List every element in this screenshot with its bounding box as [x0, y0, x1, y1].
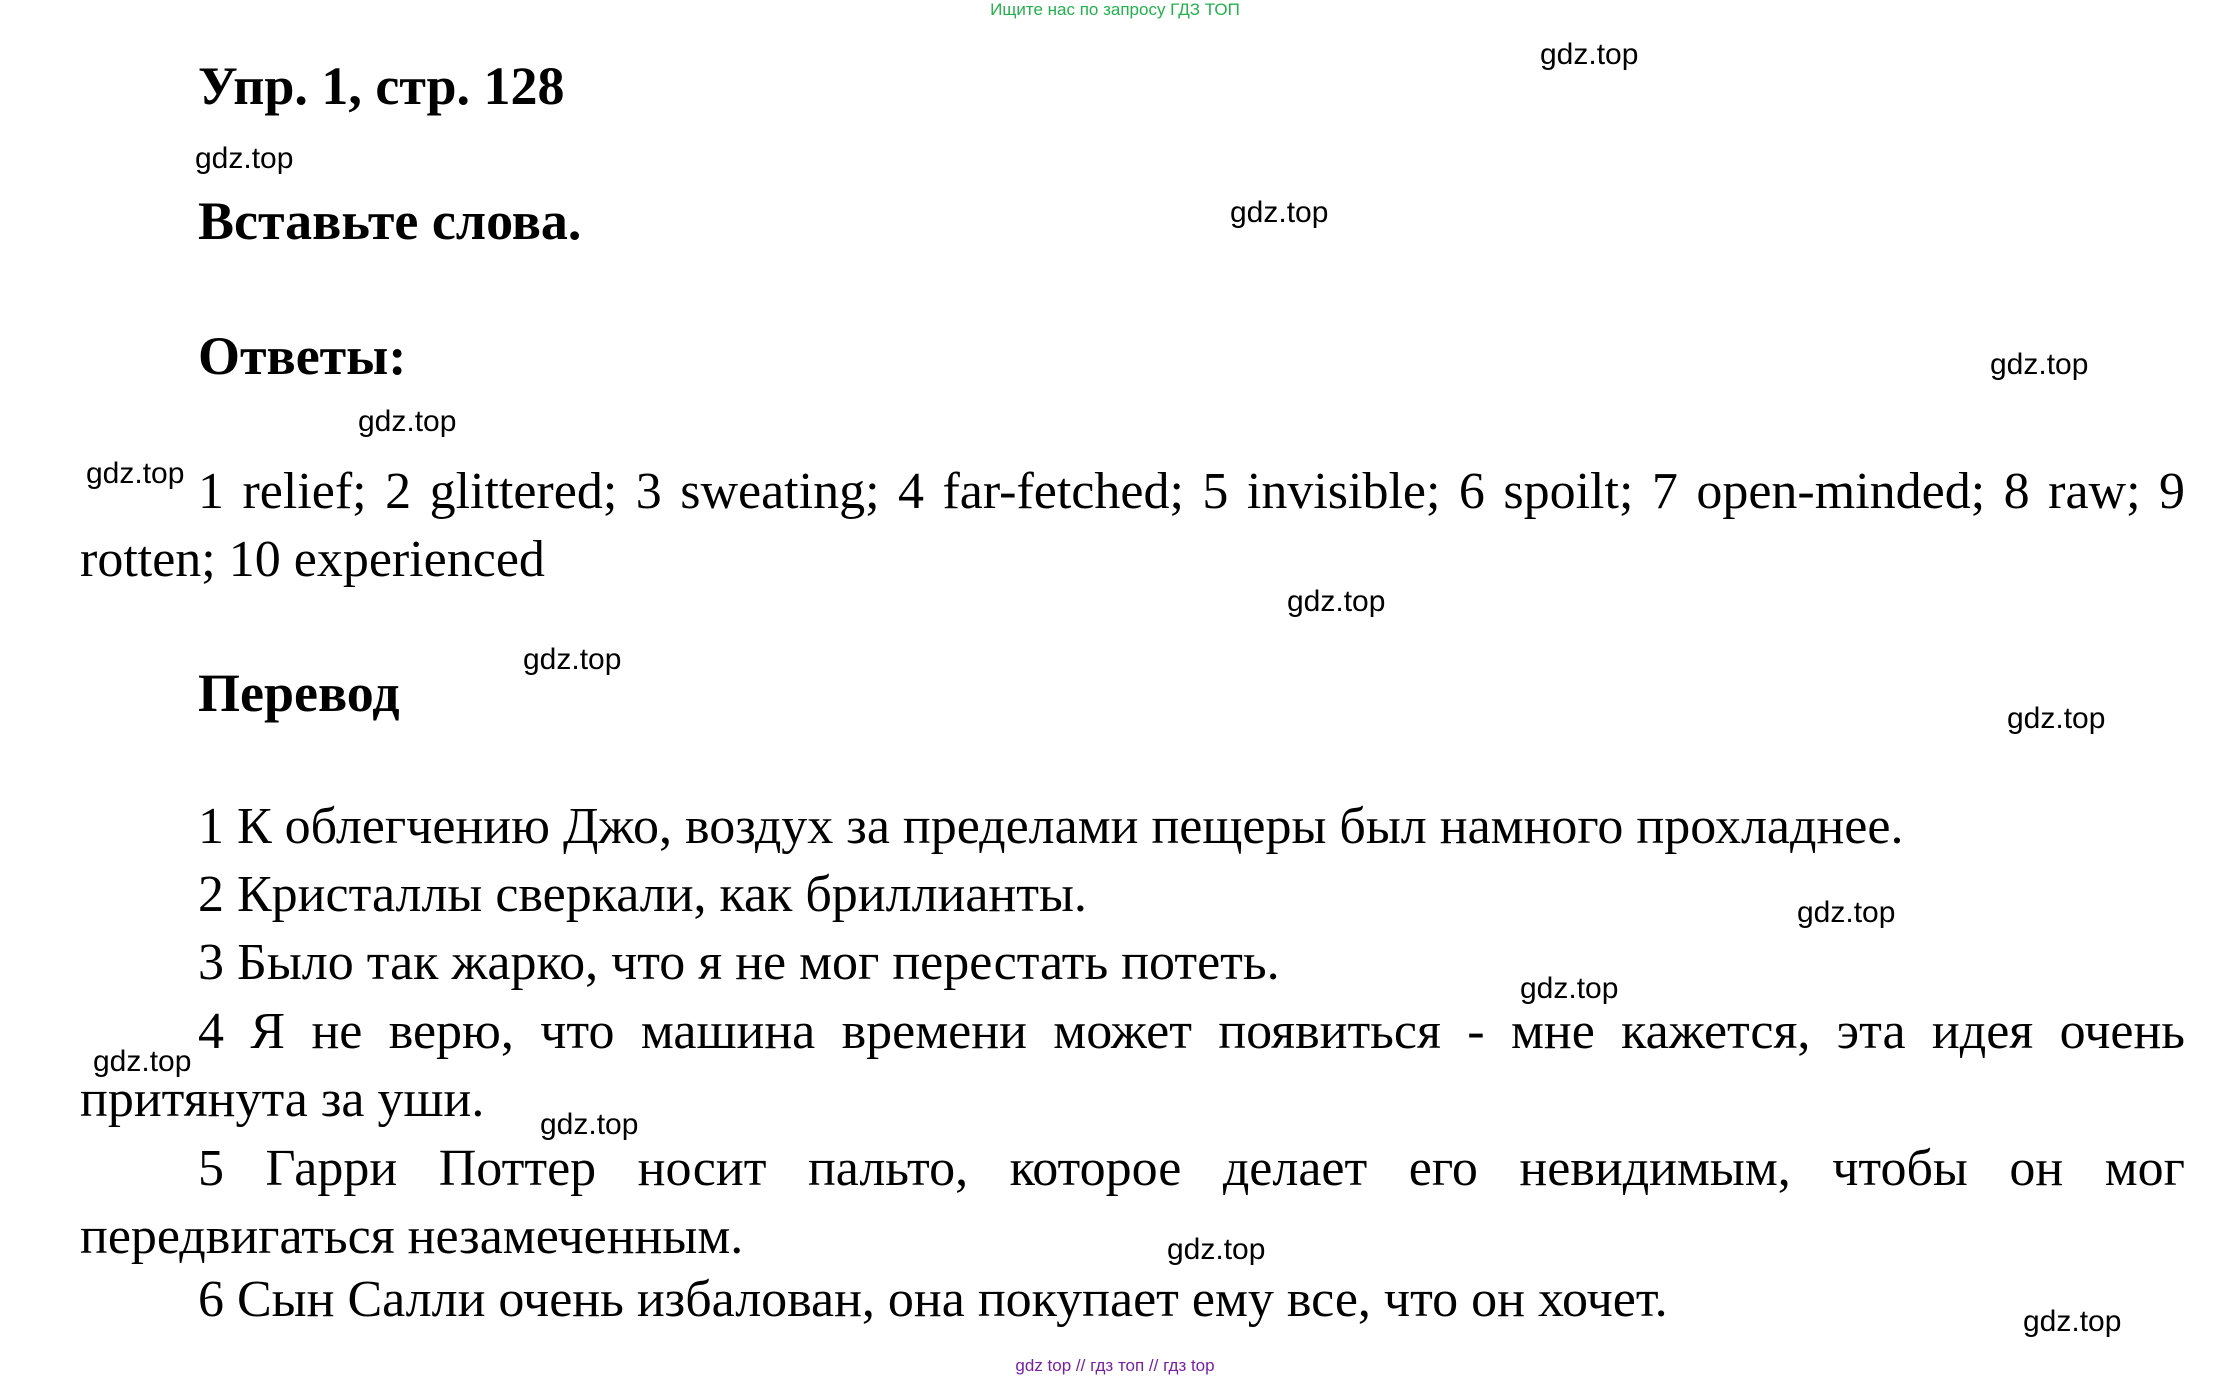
translation-line-3: 3 Было так жарко, что я не мог перестать потеть. [198, 934, 1280, 991]
watermark-text: gdz.top [1797, 896, 1896, 929]
watermark-text: gdz.top [1230, 196, 1329, 229]
watermark-text: gdz.top [93, 1045, 192, 1078]
exercise-title: Упр. 1, стр. 128 [198, 56, 565, 116]
watermark-text: gdz.top [195, 142, 294, 175]
watermark-text: gdz.top [523, 643, 622, 676]
instruction-heading: Вставьте слова. [198, 191, 582, 251]
translation-line-4: 4 Я не верю, что машина времени может появиться - мне кажется, эта идея очень притянута за уши. [80, 1003, 2185, 1128]
translation-line-6: 6 Сын Салли очень избалован, она покупает ему все, что он хочет. [198, 1271, 1668, 1328]
translation-line-5: 5 Гарри Поттер носит пальто, которое делает его невидимым, чтобы он мог передвигаться незамеченным. [80, 1140, 2185, 1265]
watermark-text: gdz.top [1287, 585, 1386, 618]
translation-heading: Перевод [198, 663, 400, 723]
answers-heading: Ответы: [198, 326, 407, 386]
translation-line-2: 2 Кристаллы сверкали, как бриллианты. [198, 866, 1087, 923]
watermark-text: gdz.top [540, 1108, 639, 1141]
answers-text: 1 relief; 2 glittered; 3 sweating; 4 far-fetched; 5 invisible; 6 spoilt; 7 open-minded; 8 raw; 9 rotten; 10 experienced [80, 463, 2185, 588]
top-banner: Ищите нас по запросу ГДЗ ТОП [990, 0, 1240, 19]
watermark-text: gdz.top [1167, 1233, 1266, 1266]
watermark-text: gdz.top [2007, 702, 2106, 735]
watermark-text: gdz.top [1990, 348, 2089, 381]
watermark-text: gdz.top [86, 457, 185, 490]
watermark-text: gdz.top [1540, 38, 1639, 71]
watermark-text: gdz.top [2023, 1305, 2122, 1338]
footer-links: gdz top // гдз топ // гдз top [1015, 1356, 1215, 1375]
watermark-text: gdz.top [1520, 972, 1619, 1005]
watermark-text: gdz.top [358, 405, 457, 438]
translation-line-1: 1 К облегчению Джо, воздух за пределами пещеры был намного прохладнее. [198, 798, 1904, 855]
